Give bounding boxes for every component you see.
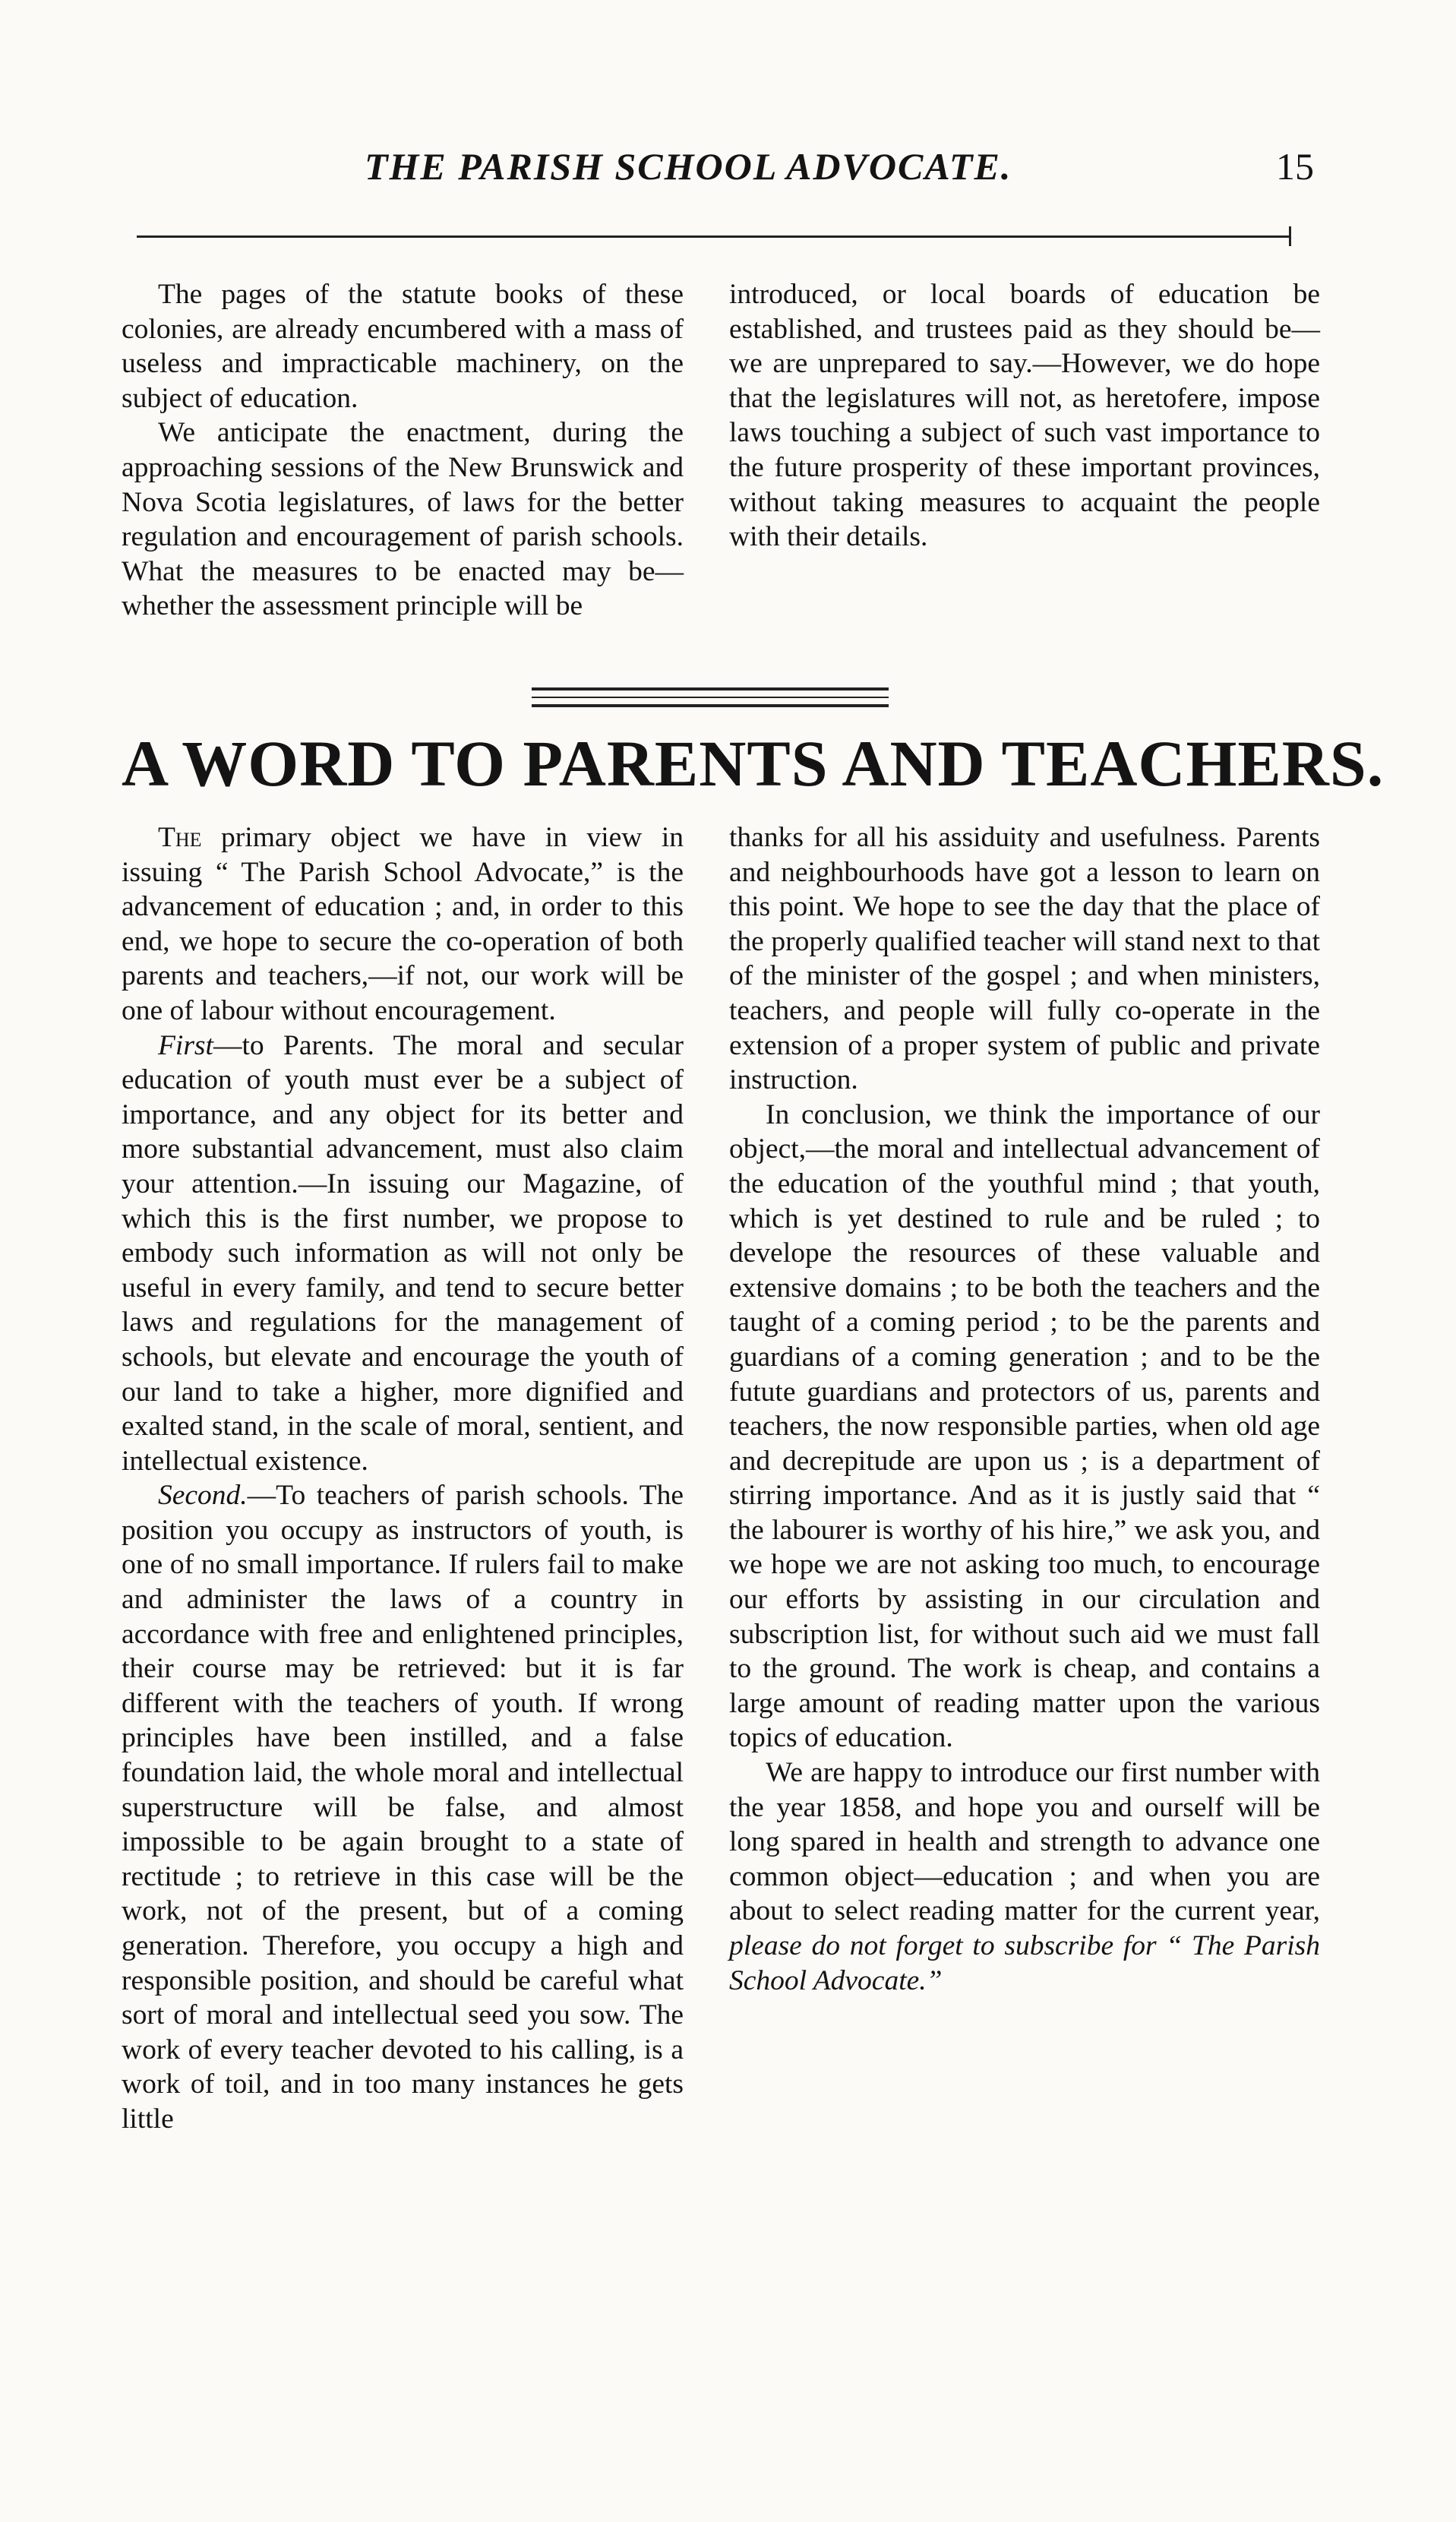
running-head	[129, 144, 1314, 198]
header-rule	[137, 235, 1291, 238]
article-heading: A WORD TO PARENTS AND TEACHERS.	[122, 727, 1385, 800]
top-left-column	[122, 277, 684, 624]
article-paragraph-conclusion: In conclusion, we think the importance of our object,—the moral and intellectual advancement of the education of the youthful mind ; that youth, which is yet destined to rule and be ruled ; to develope the resources of these valuable and extensive domains ; to be both the teachers and the taught of a coming period ; to be the parents and guardians of a coming generation ; and to be the futute guardians and protectors of us, parents and teachers, the now responsible parties, when old age and decrepitude are upon us ; is a department of stirring importance. And as it is justly said that “ the labourer is worthy of his hire,” we ask you, and we hope we are not asking too much, to encourage our efforts by assisting in our circulation and subscription list, for without such aid we must fall to the ground. The work is cheap, and contains a large amount of reading matter upon the various topics of education.	[729, 1098, 1320, 1754]
subscribe-appeal: please do not forget to subscribe for “ The Parish School Advocate.”	[729, 1930, 1320, 1996]
page-number: 15	[1276, 145, 1314, 188]
paragraph-text: —To teachers of parish schools. The position you occupy as instructors of youth, is one of no small importance. If rulers fail to make and administer the laws of a country in accordance with free and enlightened principles, their course may be retrieved: but it is far different with the teachers of youth. If wrong principles have been instilled, and a false foundation laid, the whole moral and intellectual superstructure will be false, and almost impossible to be again brought to a state of rectitude ; to retrieve in this case will be the work, not of the present, but of a coming generation. Therefore, you occupy a high and responsible position, and should be careful what sort of moral and intellectual seed you sow. The work of every teacher devoted to his calling, is a work of toil, and in too many instances he gets little	[122, 1480, 684, 2135]
top-left-paragraph-2: We anticipate the enactment, during the approaching sessions of the New Brunswick and Nova Scotia legislatures, of laws for the better regulation and encouragement of parish schools. What the measures to be enacted may be—whether the assessment principle will be	[122, 417, 684, 622]
running-title: THE PARISH SCHOOL ADVOCATE.	[365, 145, 1012, 188]
paragraph-text: primary object we have in view in issuing “ The Parish School Advocate,” is the advancement of education ; and, in order to this end, we hope to secure the co-operation of both parents and teachers,—if not, our work will be one of labour without encouragement.	[122, 822, 684, 1026]
article-paragraph-continuation: thanks for all his assiduity and usefulness. Parents and neighbourhoods have got a lesson to learn on this point. We hope to see the day that the place of the properly qualified teacher will stand next to that of the minister of the gospel ; and when ministers, teachers, and people will fully co-operate in the extension of a proper system of public and private instruction.	[729, 822, 1320, 1096]
top-right-column	[729, 277, 1320, 555]
divider-line	[532, 697, 889, 698]
section-lead-second: Second.	[158, 1480, 248, 1512]
paragraph-text: —to Parents. The moral and secular education of youth must ever be a subject of importance, and any object for its better and more substantial advancement, must also claim your attention.—In issuing our Magazine, of which this is the first number, we propose to embody such information as will not only be useful in every family, and tend to secure better laws and regulations for the management of schools, but elevate and encourage the youth of our land to take a higher, more dignified and exalted stand, in the scale of moral, sentient, and intellectual existence.	[122, 1029, 684, 1477]
paragraph-text: We are happy to introduce our first number with the year 1858, and hope you and ourself will be long spared in health and strength to advance one common object—education ; and when you are about to select reading matter for the current year,	[729, 1757, 1320, 1927]
section-divider	[532, 687, 889, 707]
divider-line	[532, 704, 889, 707]
drop-lead: The	[158, 822, 202, 853]
section-lead-first: First	[158, 1029, 213, 1061]
article-paragraph-teachers	[122, 1478, 684, 2136]
header-rule-tick	[1289, 226, 1291, 246]
article-left-column	[122, 820, 684, 2137]
article-right-column	[729, 820, 1320, 1998]
top-right-paragraph-1: introduced, or local boards of education be established, and trustees paid as they should be—we are unprepared to say.—However, we do hope that the legislatures will not, as heretofere, impose laws touching a subject of such vast importance to the future prosperity of these important provinces, without taking measures to acquaint the people with their details.	[729, 279, 1320, 553]
article-paragraph-intro	[122, 820, 684, 1029]
article-paragraph-parents	[122, 1029, 684, 1479]
article-paragraph-closing	[729, 1756, 1320, 1998]
top-left-paragraph-1: The pages of the statute books of these colonies, are already encumbered with a mass of useless and impracticable machinery, on the subject of education.	[122, 279, 684, 414]
divider-line	[532, 687, 889, 691]
